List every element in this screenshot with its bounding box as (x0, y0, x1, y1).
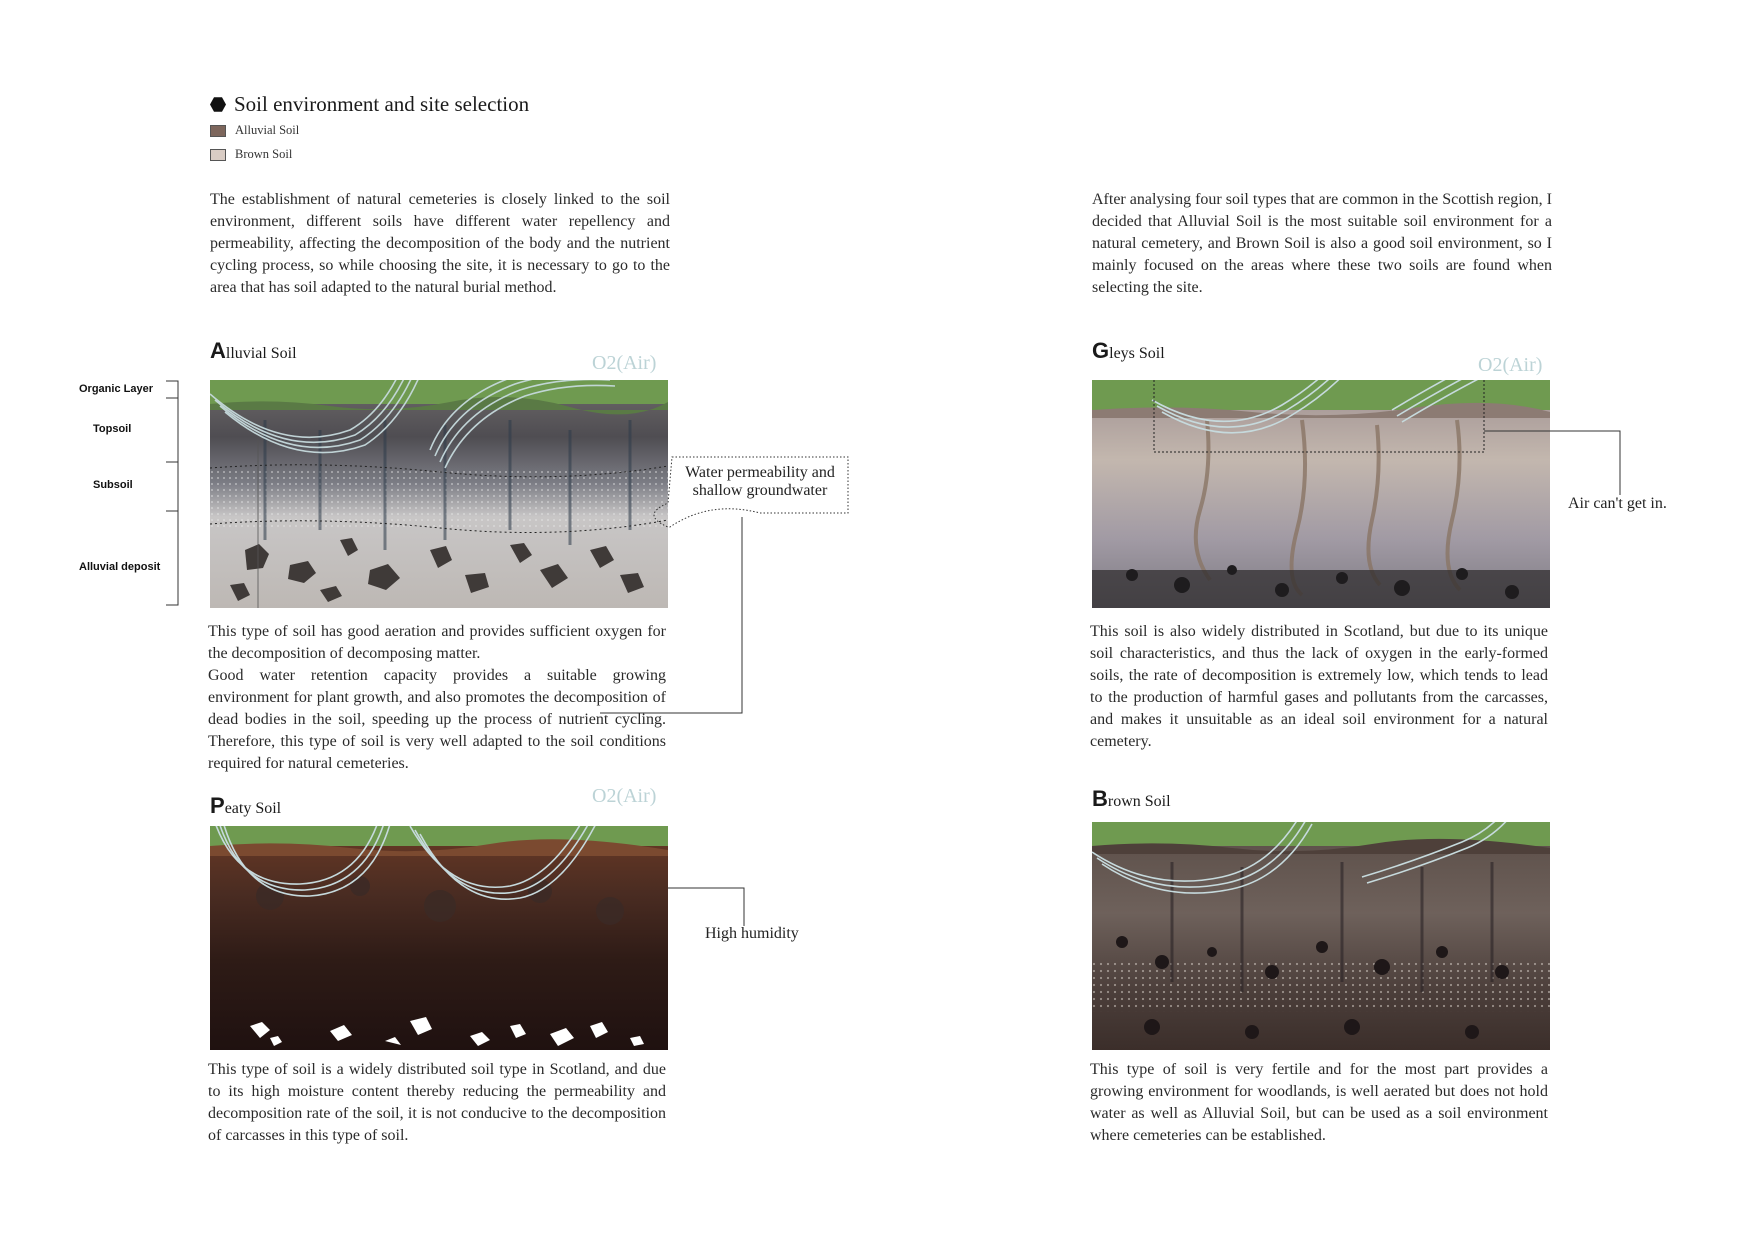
gleys-title-initial: G (1092, 338, 1110, 363)
hexagon-bullet-icon (210, 97, 226, 113)
peaty-title-initial: P (210, 793, 225, 818)
peaty-title-rest: eaty Soil (224, 800, 282, 817)
alluvial-desc (208, 621, 666, 775)
intro-left: The establishment of natural cemeteries is closely linked to the soil environment, different soils have different water repellency and permeability, affecting the decomposition of the body and the nutrient cycling process, so while choosing the site, it is necessary to go to the area that has soil adapted to the natural burial method. (210, 191, 670, 296)
gleys-callout-connector (1484, 425, 1624, 505)
gleys-desc: This soil is also widely distributed in Scotland, but due to its unique soil characteristics, and thus the lack of oxygen in the early-formed soils, the rate of decomposition is extremely low, which tends to lead to the production of harmful gases and pollutants from the carcasses, and makes it unsuitable as an ideal soil environment for a natural cemetery. (1090, 623, 1548, 750)
legend-item-brown (210, 147, 292, 162)
layer-label-organic: Organic Layer (79, 383, 153, 395)
alluvial-title-initial: A (210, 338, 226, 363)
legend-swatch-brown (210, 149, 226, 161)
peaty-air-label: O2(Air) (592, 785, 657, 807)
legend-swatch-alluvial (210, 125, 226, 137)
peaty-callout: High humidity (705, 925, 799, 942)
alluvial-title (210, 338, 297, 364)
gleys-soil-illustration (1092, 380, 1550, 608)
layer-label-subsoil: Subsoil (93, 479, 133, 491)
gleys-air-label: O2(Air) (1478, 354, 1543, 376)
layer-label-alluvial-deposit: Alluvial deposit (79, 561, 161, 573)
brown-title (1092, 786, 1171, 812)
alluvial-callout (672, 464, 848, 500)
alluvial-callout-line2: shallow groundwater (692, 482, 828, 499)
legend-item-alluvial (210, 123, 299, 138)
layer-brackets (160, 375, 190, 615)
legend-label-alluvial: Alluvial Soil (235, 123, 300, 137)
page-title (210, 92, 529, 117)
brown-desc: This type of soil is very fertile and for the most part provides a growing environment for woodlands, is well aerated but does not hold water as well as Alluvial Soil, but can be used as a soil environment where cemeteries can be established. (1090, 1061, 1548, 1144)
alluvial-air-label: O2(Air) (592, 352, 657, 374)
alluvial-desc-p1: This type of soil has good aeration and provides sufficient oxygen for the decomposition of decomposing matter. (208, 623, 666, 662)
layer-label-topsoil: Topsoil (93, 423, 132, 435)
alluvial-callout-line1: Water permeability and (685, 464, 835, 481)
gleys-title (1092, 338, 1165, 364)
brown-title-rest: rown Soil (1107, 793, 1171, 810)
gleys-title-rest: leys Soil (1109, 345, 1165, 362)
peaty-title (210, 793, 281, 819)
intro-right: After analysing four soil types that are common in the Scottish region, I decided that Alluvial Soil is the most suitable soil environment for a natural cemetery, and Brown Soil is also a good soil environment, so I mainly focused on the areas where these two soils are found when selecting the site. (1092, 191, 1552, 296)
gleys-callout: Air can't get in. (1568, 495, 1667, 512)
alluvial-desc-p2: Good water retention capacity provides a suitable growing environment for plant growth, and also promotes the decomposition of dead bodies in the soil, speeding up the process of nutrient cycling. Therefore, this type of soil is very well adapted to the soil conditions required for natural cemeteries. (208, 667, 666, 772)
peaty-desc: This type of soil is a widely distributed soil type in Scotland, and due to its high moisture content thereby reducing the permeability and decomposition rate of the soil, it is not conducive to the decomposition of carcasses in this type of soil. (208, 1061, 666, 1144)
brown-soil-illustration (1092, 822, 1550, 1050)
peaty-soil-illustration (210, 826, 668, 1050)
alluvial-title-rest: lluvial Soil (225, 345, 297, 362)
page-title-text: Soil environment and site selection (234, 92, 530, 116)
brown-title-initial: B (1092, 786, 1108, 811)
legend-label-brown: Brown Soil (235, 147, 293, 161)
